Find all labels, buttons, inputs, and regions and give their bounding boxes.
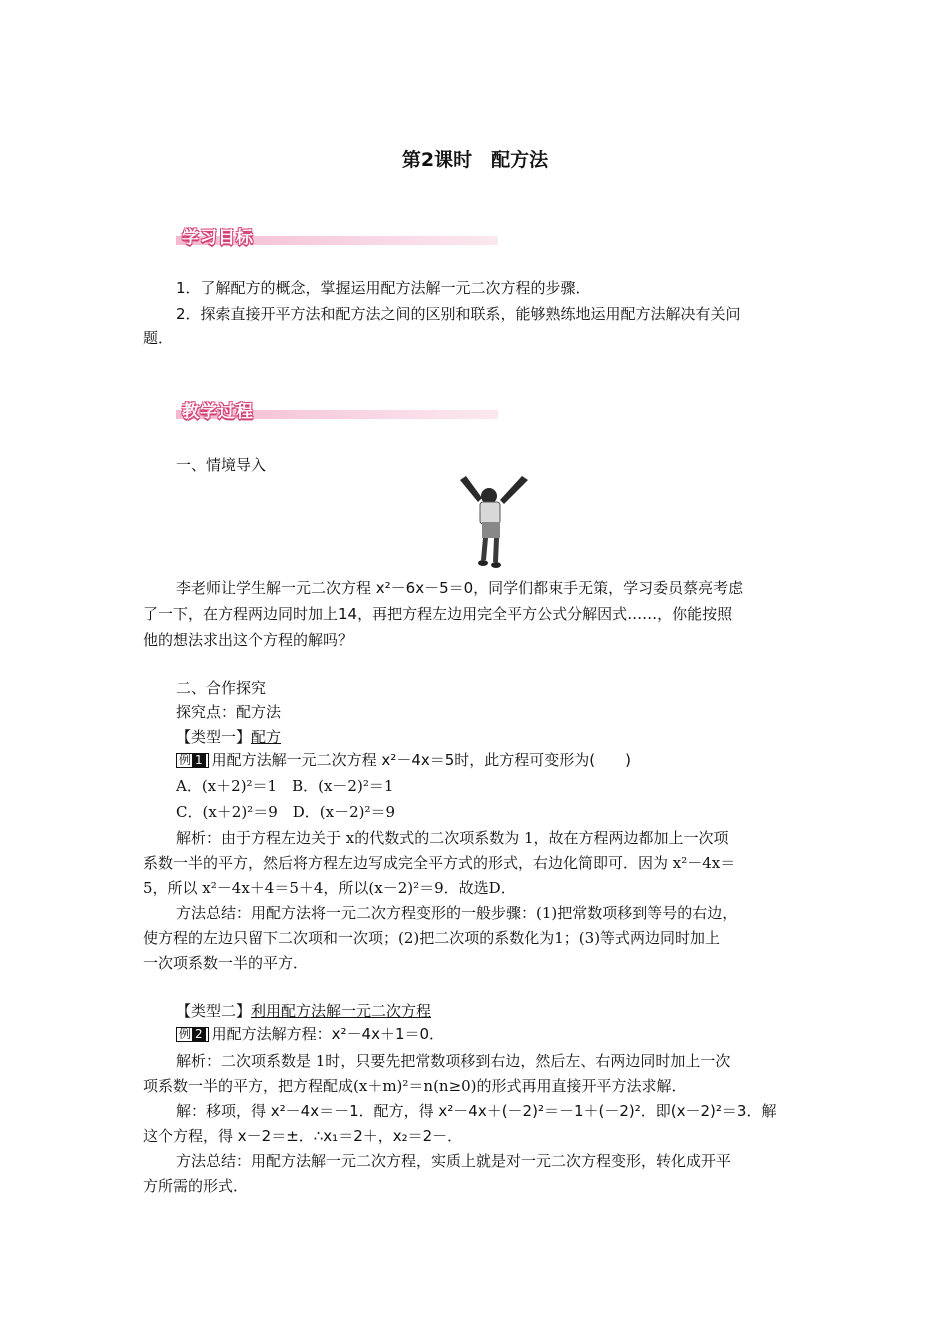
objective-1: 1．了解配方的概念，掌握运用配方法解一元二次方程的步骤． <box>176 279 591 297</box>
example-1-analysis-1: 解析：由于方程左边关于 x的代数式的二次项系数为 1，故在方程两边都加上一次项 <box>176 829 729 847</box>
objective-2-cont: 题． <box>143 329 174 347</box>
type2-name: 利用配方法解一元二次方程 <box>251 1002 432 1020</box>
objectives-banner <box>176 228 498 248</box>
example-2-question <box>176 1024 444 1044</box>
example-1-question <box>176 750 631 770</box>
type1-prefix: 【类型一】 <box>176 728 252 746</box>
type1-name: 配方 <box>251 728 282 746</box>
intro-heading: 一、情境导入 <box>176 456 267 474</box>
objectives-banner-label: 学习目标 <box>182 228 254 248</box>
example-badge: 例 1 <box>176 753 209 768</box>
example-2-analysis-2: 项系数一半的平方，把方程配成(x＋m)²＝n(n≥0)的形式再用直接开平方法求解． <box>143 1077 687 1095</box>
example-1-option-cd: C．(x＋2)²＝9 D．(x－2)²＝9 <box>176 803 396 821</box>
example-2-summary-2: 方所需的形式． <box>143 1177 249 1195</box>
example-2-solution-2: 这个方程，得 x－2＝±．∴x₁＝2＋，x₂＝2－． <box>143 1127 463 1145</box>
explore-heading: 二、合作探究 <box>176 679 267 697</box>
example-2-text: 用配方法解方程：x²－4x＋1＝0． <box>211 1025 445 1043</box>
example-badge: 例 2 <box>176 1027 209 1042</box>
example-2-analysis-1: 解析：二次项系数是 1时，只要先把常数项移到右边，然后左、右两边同时加上一次 <box>176 1052 731 1070</box>
example-1-summary-3: 一次项系数一半的平方． <box>143 954 309 972</box>
example-1-summary-2: 使方程的左边只留下二次项和一次项；(2)把二次项的系数化为1；(3)等式两边同时加上 <box>143 929 721 947</box>
example-1-analysis-3: 5，所以 x²－4x＋4＝5＋4，所以(x－2)²＝9．故选D． <box>143 879 516 897</box>
intro-line-2: 了一下，在方程两边同时加上14，再把方程左边用完全平方公式分解因式……，你能按照 <box>143 605 733 623</box>
process-banner-label: 教学过程 <box>182 402 254 422</box>
explore-point: 探究点：配方法 <box>176 703 282 721</box>
intro-line-3: 他的想法求出这个方程的解吗？ <box>143 631 354 649</box>
example-1-analysis-2: 系数一半的平方，然后将方程左边写成完全平方式的形式，右边化简即可．因为 x²－4x＝ <box>143 854 736 872</box>
type2-heading <box>176 1001 431 1021</box>
intro-line-1: 李老师让学生解一元二次方程 x²－6x－5＝0，同学们都束手无策，学习委员蔡亮考虑 <box>176 579 744 597</box>
jumping-boy-image <box>452 472 532 568</box>
type1-heading <box>176 727 281 747</box>
page-title: 第2课时 配方法 <box>401 149 549 171</box>
example-1-summary-1: 方法总结：用配方法将一元二次方程变形的一般步骤：(1)把常数项移到等号的右边， <box>176 904 738 922</box>
example-2-solution-1: 解：移项，得 x²－4x＝－1．配方，得 x²－4x＋(－2)²＝－1＋(－2)²．即(x－2)²＝3．解 <box>176 1102 777 1120</box>
process-banner <box>176 402 498 422</box>
type2-prefix: 【类型二】 <box>176 1002 252 1020</box>
example-2-summary-1: 方法总结：用配方法解一元二次方程，实质上就是对一元二次方程变形，转化成开平 <box>176 1152 732 1170</box>
example-1-text: 用配方法解一元二次方程 x²－4x＝5时，此方程可变形为( ) <box>211 751 631 769</box>
example-1-option-ab: A．(x＋2)²＝1 B．(x－2)²＝1 <box>176 777 394 795</box>
objective-2: 2．探索直接开平方法和配方法之间的区别和联系，能够熟练地运用配方法解决有关问 <box>176 305 741 323</box>
